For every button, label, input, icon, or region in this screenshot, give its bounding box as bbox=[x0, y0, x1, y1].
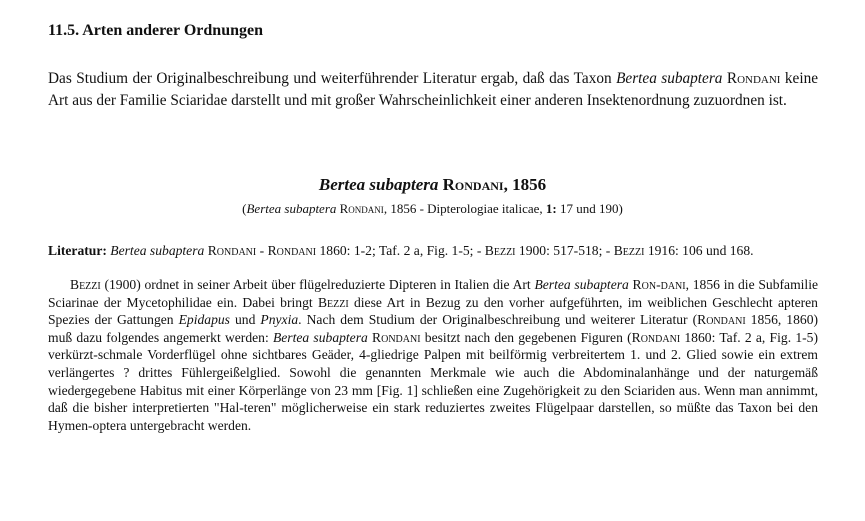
body-taxon-name-1: Bertea subaptera bbox=[534, 277, 629, 292]
body-part-1: (1900) ordnet in seiner Arbeit über flügelreduzierte Dipteren in Italien die Art bbox=[100, 277, 535, 292]
intro-author: Rondani bbox=[726, 70, 781, 87]
citation-volume: 1: bbox=[545, 201, 557, 216]
body-paragraph bbox=[48, 276, 818, 434]
literature-label: Literatur: bbox=[48, 243, 107, 258]
literature-sep-3: 1900: 517-518; - bbox=[515, 243, 614, 258]
taxon-heading-year: , 1856 bbox=[503, 175, 547, 194]
taxon-heading bbox=[0, 175, 865, 195]
intro-taxon-name: Bertea subaptera bbox=[616, 70, 723, 87]
literature-author-2: Rondani bbox=[267, 243, 317, 258]
literature-name: Bertea subaptera bbox=[110, 243, 205, 258]
literature-sep-2: 1860: 1-2; Taf. 2 a, Fig. 1-5; - bbox=[316, 243, 485, 258]
taxon-original-citation bbox=[0, 201, 865, 217]
taxon-heading-name: Bertea subaptera bbox=[318, 175, 439, 194]
body-author-rondani-2: Rondani bbox=[372, 329, 421, 345]
body-genus-pnyxia: Pnyxia bbox=[260, 312, 299, 328]
body-author-rondani-1: Rondani bbox=[697, 312, 746, 328]
body-part-6: . Nach dem Studium der Originalbeschreibung und weiterer Literatur ( bbox=[298, 312, 698, 328]
body-part-5: und bbox=[229, 312, 261, 328]
intro-paragraph bbox=[48, 68, 818, 112]
literature-list bbox=[48, 242, 818, 259]
body-author-rondani-3: Rondani bbox=[631, 329, 681, 345]
section-title: 11.5. Arten anderer Ordnungen bbox=[48, 22, 263, 39]
body-author-bezzi-1: Bezzi bbox=[70, 277, 101, 292]
body-part-7: 1856, 1860) muß dazu folgendes angemerkt werden: bbox=[48, 312, 819, 345]
body-part-10: 1860: Taf. 2 a, Fig. 1-5) verkürzt-schmale Vorderflügel ohne sichtbares Geäder, 4-gliedrige Palpen mit beilförmig verbreitertem 1. und 2. Glied sowie ein extrem verlängertes ? drittes Fühlergeißelglied. Sowohl die genannten Merkmale wie auch die Abdominalanhänge und der naturgemäß wiedergegebene Habitus mit einer Körperlänge von 23 mm [Fig. 1] schließen eine Zugehörigkeit zu den Sciariden aus. Wenn man annimmt, daß die bisher interpretierten "Hal-teren" möglicherweise ein stark reduziertes zweites Flügelpaar darstellen, so müßte das Taxon bei den Hymen-optera untergebracht werden. bbox=[48, 329, 818, 433]
body-author-bezzi-2: Bezzi bbox=[317, 294, 349, 310]
body-text bbox=[48, 276, 818, 434]
literature-author-1: Rondani bbox=[207, 243, 257, 258]
literature-author-4: Bezzi bbox=[613, 243, 645, 258]
citation-open: ( bbox=[242, 201, 247, 216]
taxon-heading-author: Rondani bbox=[442, 175, 504, 194]
body-taxon-name-2: Bertea subaptera bbox=[272, 329, 368, 345]
citation-rest-1: , 1856 - Dipterologiae italicae, bbox=[383, 201, 546, 216]
body-part-3: , 1856 in die Subfamilie Sciarinae der Mycetophilidae ein. Dabei bringt bbox=[48, 277, 819, 310]
literature-author-3: Bezzi bbox=[484, 243, 516, 258]
body-part-9: besitzt nach den gegebenen Figuren ( bbox=[420, 329, 632, 345]
citation-rest-2: 17 und 190) bbox=[556, 201, 623, 216]
citation-name: Bertea subaptera bbox=[246, 201, 337, 216]
literature-sep-4: 1916: 106 und 168. bbox=[644, 243, 754, 258]
literature-sep-1: - bbox=[256, 243, 268, 258]
intro-text-1: Das Studium der Originalbeschreibung und weiterführender Literatur ergab, daß das Taxon bbox=[48, 70, 617, 87]
body-part-4: diese Art in Bezug zu den vorher aufgeführten, im weiblichen Geschlecht apteren Spezies der Gattungen bbox=[48, 294, 818, 328]
intro-text-3: keine Art aus der Familie Sciaridae darstellt und mit großer Wahrscheinlichkeit einer anderen Insektenordnung zuzuordnen ist. bbox=[48, 70, 819, 109]
body-genus-epidapus: Epidapus bbox=[178, 312, 230, 328]
body-author-dani: dani bbox=[660, 277, 686, 292]
citation-author: Rondani bbox=[339, 201, 384, 216]
body-part-2: Ron- bbox=[628, 277, 661, 292]
